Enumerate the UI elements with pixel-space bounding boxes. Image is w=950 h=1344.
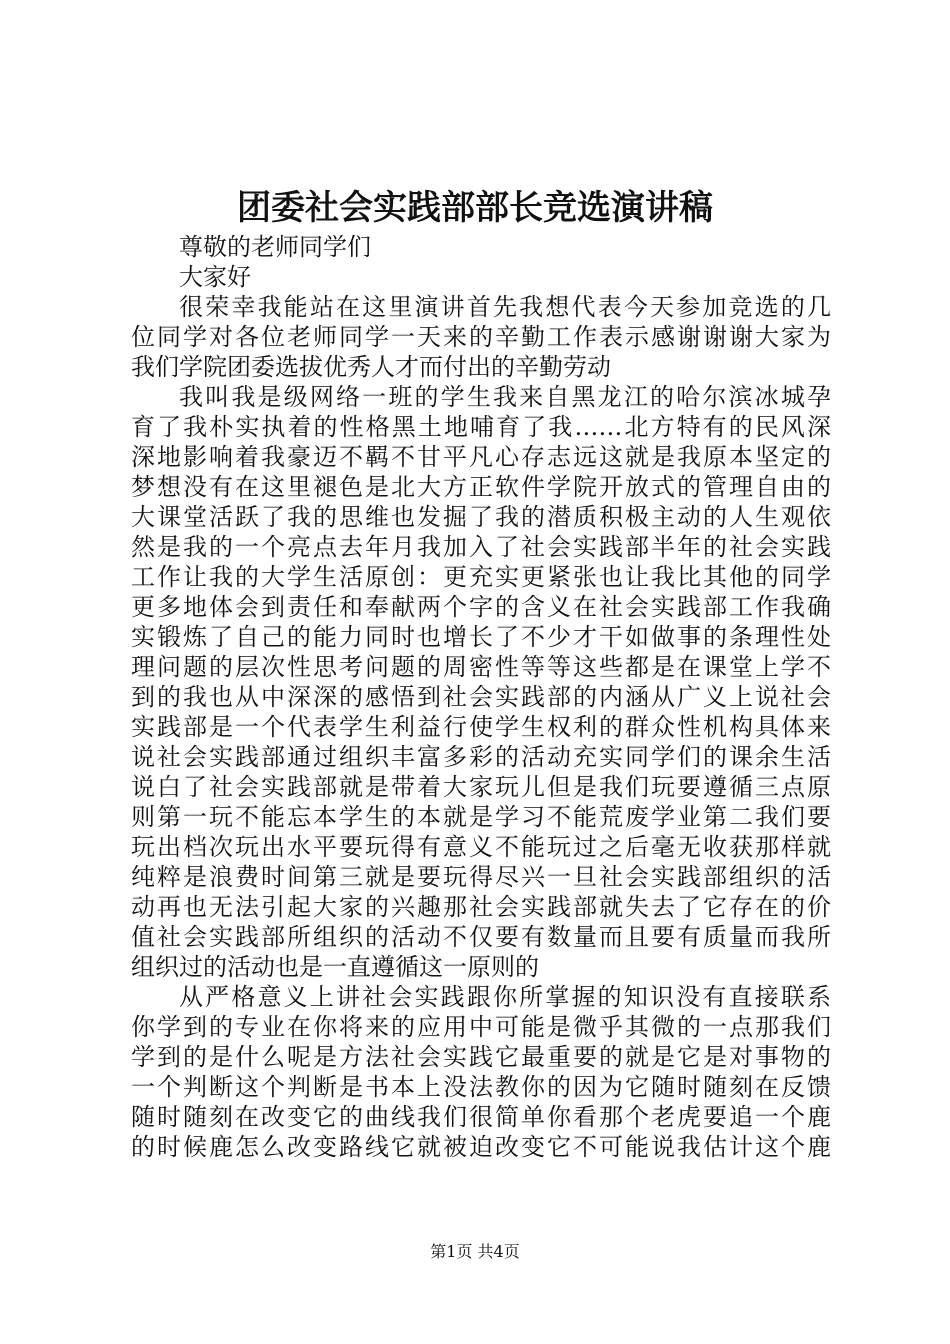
paragraph-line: 然是我的一个亮点去年月我加入了社会实践部半年的社会实践 — [131, 533, 831, 561]
paragraph-line: 你学到的专业在你将来的应用中可能是微乎其微的一点那我们 — [131, 1013, 831, 1041]
paragraph-line: 育了我朴实执着的性格黑土地哺育了我……北方特有的民风深 — [131, 413, 831, 441]
document-body — [131, 232, 831, 1162]
paragraph — [131, 982, 831, 1162]
paragraph-line: 我叫我是级网络一班的学生我来自黑龙江的哈尔滨冰城孕 — [179, 383, 831, 411]
paragraph-line: 到的我也从中深深的感悟到社会实践部的内涵从广义上说社会 — [131, 683, 831, 711]
paragraph-line: 深地影响着我豪迈不羁不甘平凡心存志远这就是我原本坚定的 — [131, 443, 831, 471]
paragraph-line: 更多地体会到责任和奉献两个字的含义在社会实践部工作我确 — [131, 593, 831, 621]
page-footer: 第1页 共4页 — [430, 1242, 520, 1261]
paragraph-line: 理问题的层次性思考问题的周密性等等这些都是在课堂上学不 — [131, 653, 831, 681]
paragraph-line: 说白了社会实践部就是带着大家玩儿但是我们玩要遵循三点原 — [131, 773, 831, 801]
paragraph-line: 学到的是什么呢是方法社会实践它最重要的就是它是对事物的 — [131, 1043, 831, 1071]
paragraph-line: 动再也无法引起大家的兴趣那社会实践部就失去了它存在的价 — [131, 893, 831, 921]
paragraph-line: 梦想没有在这里褪色是北大方正软件学院开放式的管理自由的 — [131, 473, 831, 501]
paragraph — [131, 292, 831, 382]
paragraph-line: 我们学院团委选拔优秀人才而付出的辛勤劳动 — [131, 353, 611, 381]
paragraph-line: 位同学对各位老师同学一天来的辛勤工作表示感谢谢谢大家为 — [131, 323, 831, 351]
paragraph-line: 说社会实践部通过组织丰富多彩的活动充实同学们的课余生活 — [131, 743, 831, 771]
paragraph-line: 实践部是一个代表学生利益行使学生权利的群众性机构具体来 — [131, 713, 831, 741]
paragraph-line: 纯粹是浪费时间第三就是要玩得尽兴一旦社会实践部组织的活 — [131, 863, 831, 891]
paragraph-line: 值社会实践部所组织的活动不仅要有数量而且要有质量而我所 — [131, 923, 831, 951]
greeting: 大家好 — [179, 263, 251, 291]
paragraph-line: 一个判断这个判断是书本上没法教你的因为它随时随刻在反馈 — [131, 1073, 831, 1101]
paragraph-line: 的时候鹿怎么改变路线它就被迫改变它不可能说我估计这个鹿 — [131, 1133, 831, 1161]
document-title: 团委社会实践部部长竞选演讲稿 — [237, 188, 713, 228]
paragraph — [131, 382, 831, 982]
paragraph-line: 组织过的活动也是一直遵循这一原则的 — [131, 953, 539, 981]
paragraph-line: 很荣幸我能站在这里演讲首先我想代表今天参加竞选的几 — [179, 293, 831, 321]
paragraph-line: 则第一玩不能忘本学生的本就是学习不能荒废学业第二我们要 — [131, 803, 831, 831]
paragraph-line: 随时随刻在改变它的曲线我们很简单你看那个老虎要追一个鹿 — [131, 1103, 831, 1131]
salutation: 尊敬的老师同学们 — [179, 233, 371, 261]
paragraph-line: 实锻炼了自己的能力同时也增长了不少才干如做事的条理性处 — [131, 623, 831, 651]
paragraph-line: 从严格意义上讲社会实践跟你所掌握的知识没有直接联系 — [179, 983, 831, 1011]
paragraph-line: 大课堂活跃了我的思维也发掘了我的潜质积极主动的人生观依 — [131, 503, 831, 531]
paragraph-line: 玩出档次玩出水平要玩得有意义不能玩过之后毫无收获那样就 — [131, 833, 831, 861]
paragraph-line: 工作让我的大学生活原创：更充实更紧张也让我比其他的同学 — [131, 563, 831, 591]
